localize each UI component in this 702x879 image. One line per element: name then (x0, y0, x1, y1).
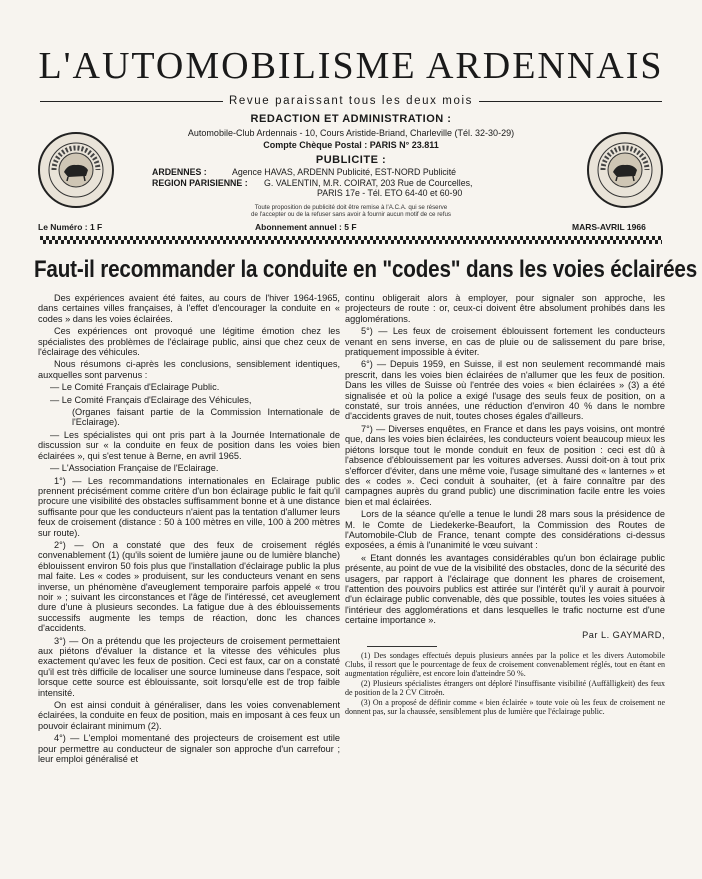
paragraph: On est ainsi conduit à généraliser, dans les voies convenablement éclairées, la conduite en feux de position, mais en imposant à ces feux un pouvoir éclairant minimum (2). (38, 700, 340, 731)
paragraph: — Le Comité Français d'Eclairage des Véhicules, (50, 394, 252, 405)
article-headline: Faut-il recommander la conduite en "codes" dans les voies éclairées (34, 256, 698, 283)
paragraph: 4°) — L'emploi momentané des projecteurs de croisement est utile pour permettre au conducteur de signaler son approche d'un carrefour ; leur emploi généralisé et (38, 733, 340, 765)
checker-border-bottom (40, 240, 662, 244)
region-text: G. VALENTIN, M.R. COIRAT, 203 Rue de Courcelles, (264, 177, 473, 188)
subtitle-row (40, 93, 662, 109)
footnote-rule (367, 646, 437, 647)
publicity-heading: PUBLICITE : (315, 154, 387, 166)
ardennes-text: Agence HAVAS, ARDENN Publicité, EST-NORD Publicité (232, 167, 457, 177)
paragraph: 3°) — On a prétendu que les projecteurs de croisement permettaient aux piétons d'évaluer la distance et la vitesse des véhicules plus exactement qu'avec les feux de position. Ceci est faux, car on a constaté qu'il est très difficile de localiser une source lumineuse dans l'espace, soit lorsque cette source est éblouissante, soit lorsqu'elle est de trop faible intensité. (38, 635, 340, 698)
administration-heading: REDACTION ET ADMINISTRATION : (250, 113, 452, 125)
ardennes-label: ARDENNES : (152, 167, 207, 177)
paragraph: (Organes faisant partie de la Commission Internationale de l'Eclairage). (72, 407, 340, 428)
administration-postal: Compte Chèque Postal : PARIS N° 23.811 (263, 140, 439, 150)
paragraph: 7°) — Diverses enquêtes, en France et dans les pays voisins, ont montré que, dans les voies bien éclairées, les conducteurs voient beaucoup mieux les piétons lorsque tout le monde conduit en feux de position : ceci est dû à l'absence d'éblouissement par les voitures adverses. Aussi doit-on à tout prix s'efforcer d'éviter, dans une même voie, l'usage simultané des « lanternes » et des « codes ». Ceci conduit à souhaiter, (et à faire connaître par des campagnes auprès du grand public) une discrimination facile entre les voies bien et mal éclairées. (345, 423, 665, 507)
article-signature: Par L. GAYMARD, (582, 629, 665, 640)
publicity-note-1: Toute proposition de publicité doit être remise à l'A.C.A. qui se réserve (254, 204, 448, 211)
administration-address: Automobile-Club Ardennais - 10, Cours Aristide-Briand, Charleville (Tél. 32-30-29) (187, 128, 515, 138)
subscription-price: Abonnement annuel : 5 F (255, 222, 357, 232)
paragraph: Ces expériences ont provoqué une légitime émotion chez les spécialistes des problèmes de l'éclairage public, ainsi que chez ceux de l'éclairage des véhicules. (38, 326, 340, 358)
paragraph: Des expériences avaient été faites, au cours de l'hiver 1964-1965, dans certaines villes françaises, à l'effet d'encourager la conduite en « codes » dans les voies éclairées. (38, 293, 340, 324)
article-column-right (345, 293, 665, 717)
paragraph: 2°) — On a constaté que des feux de croisement réglés convenablement (1) (qu'ils soient de lumière jaune ou de lumière blanche) éblouissent environ 50 fois plus que l'installation d'éclairage public la plus mal faite. Les « codes » produisent, sur les conducteurs venant en sens inverse, un phénomène d'aveuglement temporaire parfois appelé « trou noir » ; suivant les circonstances et l'âge de l'intéressé, cet aveuglement dure d'une à plusieurs secondes. La fatigue due à des éblouissements successifs augmente les temps de réaction, donc les chances d'accidents. (38, 539, 340, 634)
masthead-title: L'AUTOMOBILISME ARDENNAIS (38, 45, 664, 87)
badge-right-art (589, 134, 661, 206)
paragraph: — Les spécialistes qui ont pris part à la Journée Internationale de discussion sur « la conduite en feux de position dans les voies bien éclairées », qui s'est tenue à Berne, en avril 1965. (38, 429, 340, 461)
paragraph: 1°) — Les recommandations internationales en Eclairage public prennent précisément comme critère d'un bon éclairage public le fait qu'il procure une visibilité des obstacles suffisamment bonne et à une distance suffisante pour que les conducteurs n'aient pas la tentation d'allumer leurs feux de croisement (distance : 50 à 100 mètres en ville, 100 à 200 mètres sur route). (38, 475, 340, 538)
region-text2: PARIS 17e - Tél. ETO 64-40 et 60-90 (317, 188, 463, 199)
paragraph: 5°) — Les feux de croisement éblouissent fortement les conducteurs venant en sens inverse, en cas de pluie ou de salissement du pare brise, pratiquement impossible à éviter. (345, 326, 665, 358)
footnote: (1) Des sondages effectués depuis plusieurs années par la police et les divers Automobile Clubs, il ressort que le pourcentage de feux de croisement convenablement réglés, tout en étant en augmentation régulière, est encore loin d'atteindre 50 %. (345, 651, 665, 678)
publicity-region-row2 (152, 188, 562, 199)
issue-date: MARS-AVRIL 1966 (572, 222, 646, 232)
publicity-note-2: de l'accepter ou de la refuser sans avoir à fournir aucun motif de ce refus (251, 211, 451, 218)
article-column-left (38, 293, 340, 766)
paragraph: Lors de la séance qu'elle a tenue le lundi 28 mars sous la présidence de M. le Comte de Liedekerke-Beaufort, la Commission des Routes de l'Automobile-Club de France, tenant compte des considérations ci-dessus exposées, a émis à l'unanimité le vœu suivant : (345, 509, 665, 551)
subtitle-text: Revue paraissant tous les deux mois (223, 95, 479, 107)
club-badge-left (38, 132, 114, 208)
paragraph: 6°) — Depuis 1959, en Suisse, il est non seulement recommandé mais prescrit, dans les voies bien éclairées de n'allumer que les feux de position. Dans les villes de Suisse où l'entrée des voies « bien éclairées » (3) a été signalisée et où la police a exigé l'usage des seuls feux de position, on a constaté, sur trois années, une réduction d'environ 40 % dans le nombre d'accidents graves de nuit, toutes choses égales d'ailleurs. (345, 359, 665, 422)
subtitle (40, 93, 662, 109)
publicity-region-row (152, 178, 562, 189)
footnote: (3) On a proposé de définir comme « bien éclairée » toute voie où les feux de croisement ne donnent pas, sur la chaussée, sensiblement plus de lumière que l'éclairage public. (345, 698, 665, 716)
region-label: REGION PARISIENNE : (152, 177, 248, 188)
club-badge-right (587, 132, 663, 208)
publicity-lines (152, 167, 562, 199)
paragraph: « Etant donnés les avantages considérables qu'un bon éclairage public présente, au point de vue de la visibilité des obstacles, donc de la sécurité des usagers, par rapport à l'éclairage que donnent les phares de croisement, l'attention des pouvoirs publics est attirée sur l'intérêt qu'il y aurait à pourvoir d'un éclairage public convenable, dès que possible, toutes les voies situées à l'intérieur des agglomérations et dans lesquelles le trafic nocturne est d'une certaine importance ». (345, 552, 665, 626)
footnote: (2) Plusieurs spécialistes étrangers ont déploré l'insuffisante visibilité (Auffälligkeit) des feux de position de la 2 CV Citroën. (345, 679, 665, 697)
issue-price: Le Numéro : 1 F (38, 222, 103, 232)
badge-left-art (40, 134, 112, 206)
paragraph: continu obligerait alors à employer, pour signaler son approche, les projecteurs de route : or, ceux-ci doivent être absolument prohibés dans les agglomérations. (345, 293, 665, 324)
publicity-ardennes-row (152, 167, 562, 178)
paragraph: Nous résumons ci-après les conclusions, sensiblement identiques, auxquelles sont parvenus : (38, 359, 340, 380)
paragraph: — L'Association Française de l'Eclairage. (50, 463, 219, 474)
paragraph: — Le Comité Français d'Eclairage Public. (50, 382, 220, 393)
footnotes (345, 651, 665, 716)
